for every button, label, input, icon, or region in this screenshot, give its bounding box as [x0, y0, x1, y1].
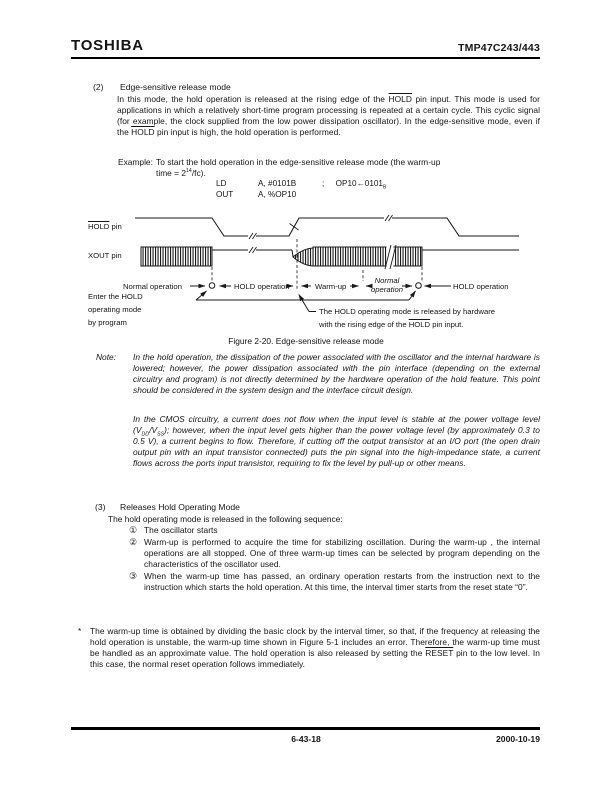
section2-title: Edge-sensitive release mode: [120, 82, 231, 92]
note-paragraph-1: In the hold operation, the dissipation of the power associated with the oscillator and the internal hardware is lowered; however, the power dissipation associated with the pin interface (depending on the external circuitry and program) is not directly determined by the hardware operation of the hold feature. This point should be considered in the system design and the interface circuit design.: [133, 351, 540, 395]
page-title: TOSHIBA: [71, 37, 144, 54]
figure-caption: Figure 2-20. Edge-sensitive release mode: [228, 336, 384, 346]
section3-title: Releases Hold Operating Mode: [120, 502, 240, 512]
example-label: Example:: [118, 156, 153, 167]
section2-number: (2): [93, 82, 104, 92]
release-note-1: The HOLD operating mode is released by hardware: [319, 306, 496, 316]
list-item-text: Warm-up is performed to acquire the time for stabilizing oscillation. During the warm-up , the internal operations are all stopped. One of three warm-up times can be selected by program depending on the characteristics of the oscillator used.: [144, 536, 540, 569]
footnote: [78, 626, 540, 670]
section2-body: In this mode, the hold operation is released at the rising edge of the HOLD pin input. This mode is used for applications in which a relatively short-time program processing is repeated at a certain cycle. This cyclic signal (for example, the clock supplied from the low power dissipation oscillator). In the edge-sensitive mode, even if the HOLD pin input is high, the hold operation is performed.: [117, 93, 540, 137]
part-number: TMP47C243/443: [458, 42, 540, 54]
phase-label-hold-2: HOLD operation: [453, 281, 509, 291]
footnote-text: The warm-up time is obtained by dividing the basic clock by the interval timer, so that, if the frequency at releasing the hold operation is unstable, the warm-up time shown in Figure 5-1 includes an error. Therefore, the warm-up time must be handled as an approximate value. The hold operation is also released by setting the RESET pin to the low level. In this case, the normal reset operation follows immediately.: [90, 626, 540, 669]
list-item: [129, 525, 540, 536]
example-line2: time = $2^{14}/fc$).: [156, 167, 206, 178]
list-item: [129, 537, 540, 570]
phase-label-normal-2a: Normal: [374, 275, 400, 285]
enter-hold-note-3: by program: [88, 318, 127, 327]
page-number: 6-43-18: [291, 734, 321, 744]
hold-pin-label: HOLD pin: [88, 221, 122, 231]
list-item-marker: ①: [129, 525, 138, 535]
phase-label-hold-1: HOLD operation: [234, 281, 290, 291]
xout-trace: [141, 245, 519, 269]
phase-label-warmup: Warm-up: [315, 281, 347, 291]
footnote-marker: *: [78, 626, 82, 636]
hold-trace: [135, 215, 519, 239]
code-operands: A, #0101B: [258, 179, 297, 188]
code-mnemonic: LD: [216, 179, 227, 188]
section3-number: (3): [95, 502, 106, 512]
phase-label-normal-2b: operation: [370, 285, 404, 294]
phase-label-normal-1: Normal operation: [123, 281, 182, 291]
release-note-2: with the rising edge of the HOLD pin input.: [319, 319, 464, 329]
list-item-text: The oscillator starts: [144, 525, 218, 535]
enter-hold-note-1: Enter the HOLD: [88, 292, 143, 301]
example-line1: To start the hold operation in the edge-sensitive release mode (the warm-up: [156, 156, 441, 167]
section3-intro: The hold operating mode is released in the following sequence:: [108, 513, 343, 524]
code-mnemonic: OUT: [216, 190, 234, 199]
footer-rule: [71, 727, 540, 730]
list-item-marker: ③: [129, 570, 138, 581]
list-item-marker: ②: [129, 536, 138, 547]
list-item: [129, 571, 540, 593]
code-comment: ; $OP10\leftarrow 0101_B$: [322, 179, 387, 191]
xout-pin-label: XOUT pin: [88, 250, 122, 260]
note-label: Note:: [96, 351, 117, 362]
list-item-text: When the warm-up time has passed, an ordinary operation restarts from the instruction next to the instruction which starts the hold operation. At this time, the interval timer starts from the reset state “0”.: [144, 570, 540, 592]
footer-date: 2000-10-19: [496, 734, 540, 744]
note-paragraph-2: In the CMOS circuitry, a current does not flow when the input level is stable at the power voltage level $(V_{DD}/V_{SS})$; however, when the input level gets higher than the power voltage level (by approximately 0.3 to 0.5 V), a current begins to flow. Therefore, if cutting off the output transistor at an I/O port (the open drain output pin with an input transistor connected) puts the pin signal into the high-impedance state, a current flows across the ports input transistor, requiring to fix the level by pull-up or other means.: [133, 414, 540, 468]
enter-hold-note-2: operating mode: [88, 305, 142, 314]
code-operands: A, %OP10: [258, 190, 297, 199]
